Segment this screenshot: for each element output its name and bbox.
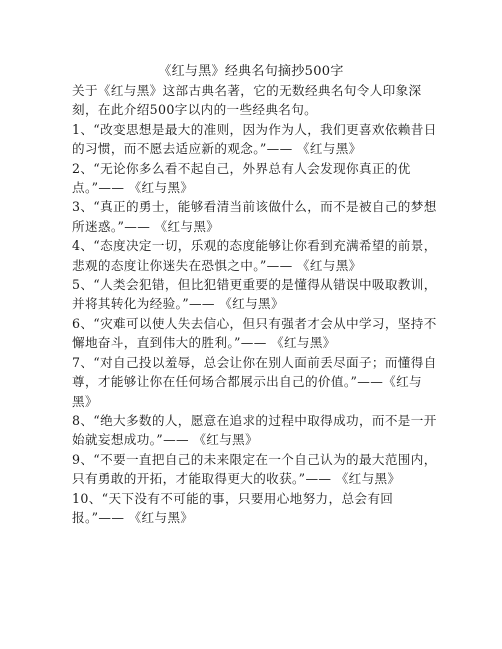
quote-1: 1、“改变思想是最大的准则，因为作为人，我们更喜欢依赖昔日的习惯，而不愿去适应新的观念。”—— 《红与黑》	[72, 121, 437, 157]
quote-5: 5、“人类会犯错，但比犯错更重要的是懂得从错误中吸取教训，并将其转化为经验。”—— 《红与黑》	[72, 277, 437, 312]
quote-8: 8、“绝大多数的人，愿意在追求的过程中取得成功，而不是一开始就妄想成功。”—— 《红与黑》	[72, 412, 437, 448]
document-title: 《红与黑》经典名句摘抄500字	[158, 64, 344, 79]
quote-3: 3、“真正的勇士，能够看清当前该做什么，而不是被自己的梦想所迷惑。”—— 《红与黑》	[72, 199, 437, 234]
quote-9: 9、“不要一直把自己的未来限定在一个自己认为的最大范围内，只有勇敢的开拓，才能取得更大的收获。”—— 《红与黑》	[72, 451, 437, 487]
document-body	[72, 81, 438, 527]
quote-4: 4、“态度决定一切，乐观的态度能够让你看到充满希望的前景，悲观的态度让你迷失在恐惧之中。”—— 《红与黑》	[72, 238, 437, 273]
intro-paragraph: 关于《红与黑》这部古典名著，它的无数经典名句令人印象深刻，在此介绍500字以内的一些经典名句。	[72, 83, 422, 118]
quote-6: 6、“灾难可以使人失去信心，但只有强者才会从中学习，坚持不懈地奋斗，直到伟大的胜利。”—— 《红与黑》	[72, 315, 437, 351]
quote-10: 10、“天下没有不可能的事，只要用心地努力，总会有回报。”—— 《红与黑》	[72, 490, 394, 525]
quote-7: 7、“对自己投以羞辱，总会让你在别人面前丢尽面子；而懂得自尊，才能够让你在任何场合都展示出自己的价值。”——《红与黑》	[72, 354, 437, 409]
quote-2: 2、“无论你多么看不起自己，外界总有人会发现你真正的优点。”—— 《红与黑》	[72, 160, 411, 196]
